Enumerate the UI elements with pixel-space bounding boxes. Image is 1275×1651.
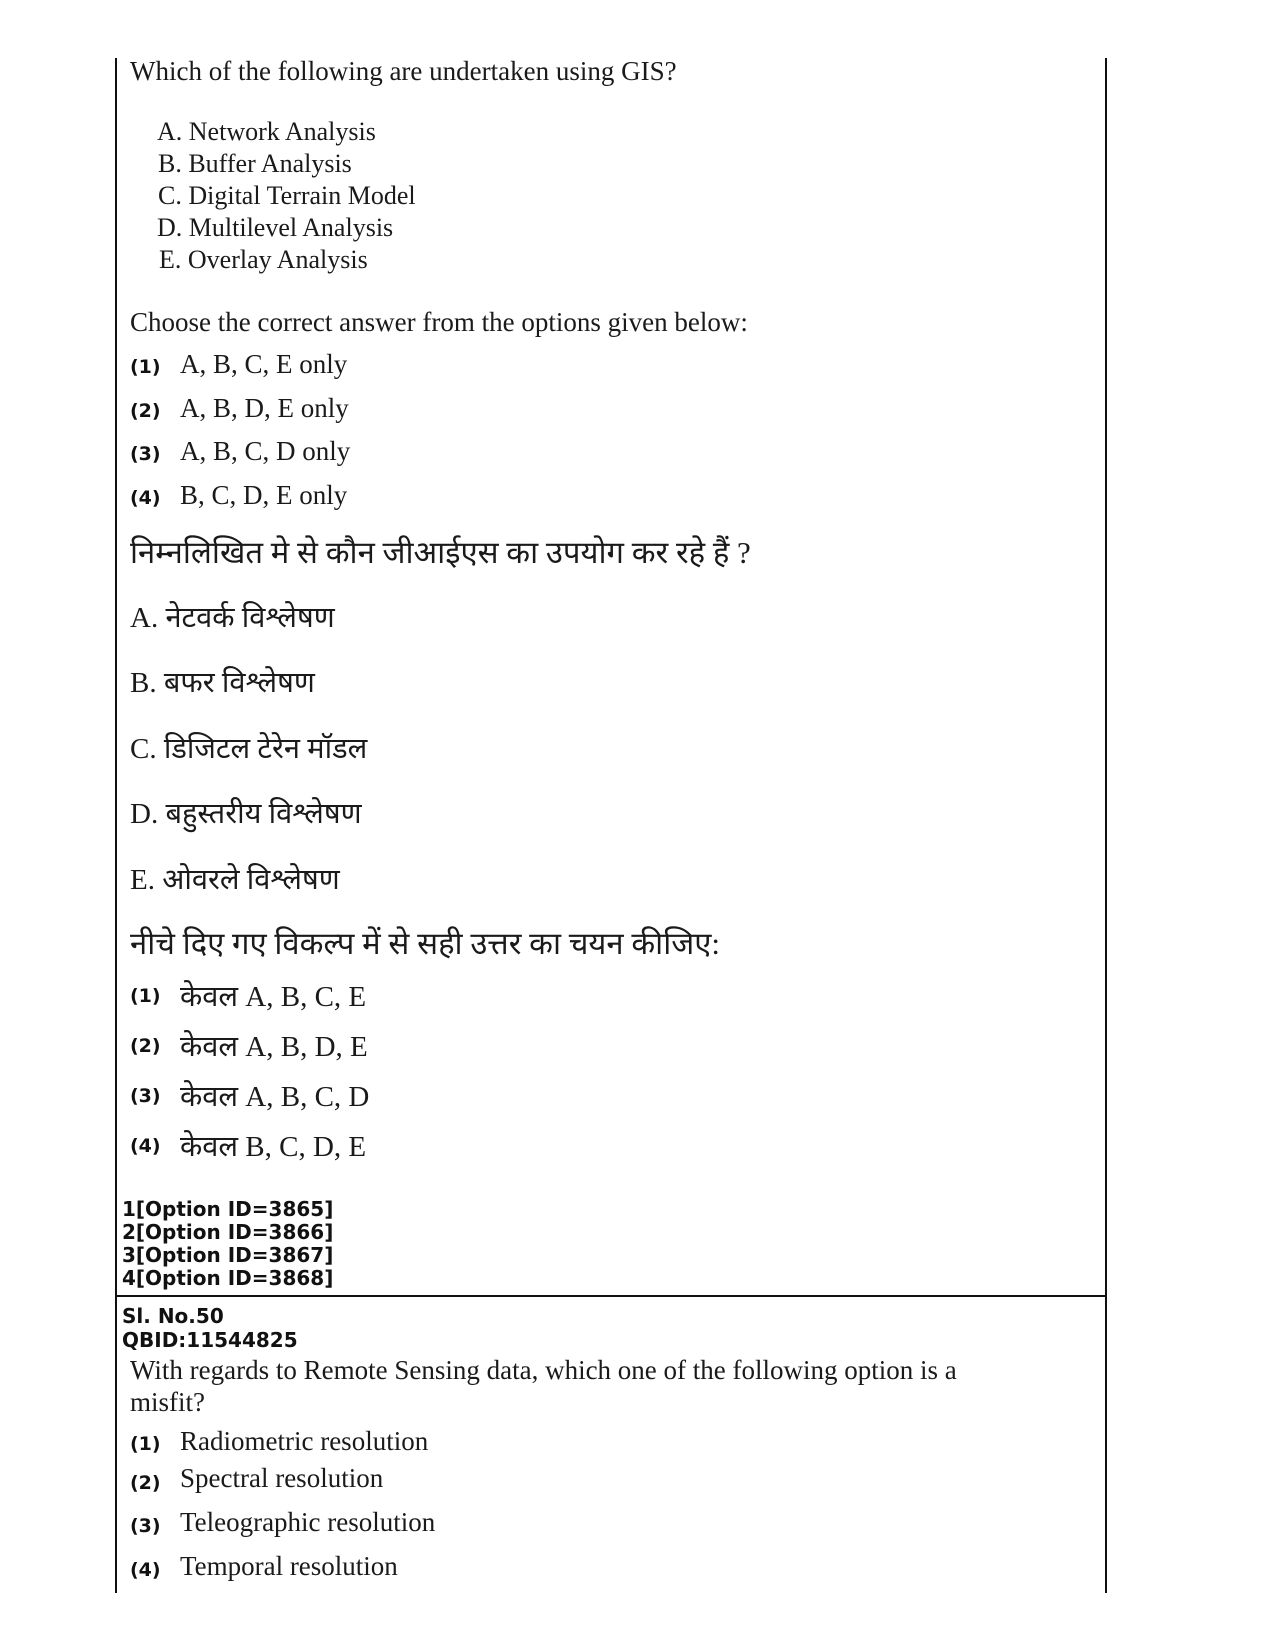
question-49-statement-a-en: A. Network Analysis [157, 117, 376, 146]
option-number: (4) [130, 1559, 161, 1581]
option-number: (2) [130, 1472, 161, 1494]
question-49-statement-d-hi: D. बहुस्तरीय विश्लेषण [130, 798, 362, 830]
option-number: (2) [130, 1035, 161, 1057]
option-number: (3) [130, 1085, 161, 1107]
question-49-statement-c-en: C. Digital Terrain Model [158, 181, 416, 210]
option-number: (1) [130, 356, 161, 378]
question-49-statement-d-en: D. Multilevel Analysis [157, 213, 394, 242]
question-49-statement-a-hi: A. नेटवर्क विश्लेषण [130, 602, 335, 634]
option-number: (2) [130, 400, 161, 422]
option-text: A, B, D, E only [180, 393, 349, 423]
option-id-2: 2[Option ID=3866] [122, 1220, 334, 1244]
option-text: Radiometric resolution [180, 1426, 429, 1456]
option-text: Teleographic resolution [180, 1507, 436, 1537]
qbid: QBID:11544825 [122, 1328, 298, 1352]
question-divider [115, 1295, 1107, 1297]
question-frame-right-border [1105, 58, 1107, 1593]
option-number: (4) [130, 1135, 161, 1157]
option-text: Spectral resolution [180, 1463, 384, 1493]
question-49-instruction-en: Choose the correct answer from the options given below: [130, 307, 748, 337]
option-text: केवल A, B, C, D [180, 1081, 370, 1113]
option-text: केवल B, C, D, E [180, 1131, 367, 1163]
option-id-4: 4[Option ID=3868] [122, 1266, 334, 1290]
question-49-statement-e-en: E. Overlay Analysis [159, 245, 368, 274]
option-text: केवल A, B, D, E [180, 1031, 368, 1063]
option-text: A, B, C, D only [180, 436, 351, 466]
question-49-statement-b-en: B. Buffer Analysis [158, 149, 352, 178]
option-text: A, B, C, E only [180, 349, 348, 379]
question-49-text-hi: निम्नलिखित मे से कौन जीआईएस का उपयोग कर रहे हैं ? [130, 535, 751, 570]
option-text: केवल A, B, C, E [180, 981, 367, 1013]
question-49-text-en: Which of the following are undertaken using GIS? [130, 56, 677, 86]
option-id-1: 1[Option ID=3865] [122, 1197, 334, 1221]
option-number: (1) [130, 1433, 161, 1455]
option-text: B, C, D, E only [180, 480, 348, 510]
option-text: Temporal resolution [180, 1551, 398, 1581]
option-number: (4) [130, 487, 161, 509]
option-number: (3) [130, 443, 161, 465]
question-frame-left-border [115, 58, 117, 1593]
option-id-3: 3[Option ID=3867] [122, 1243, 334, 1267]
option-number: (1) [130, 985, 161, 1007]
option-number: (3) [130, 1515, 161, 1537]
question-50-text-en: With regards to Remote Sensing data, which one of the following option is a misfit? [130, 1355, 957, 1417]
question-49-instruction-hi: नीचे दिए गए विकल्प में से सही उत्तर का चयन कीजिए: [130, 926, 720, 961]
serial-number: Sl. No.50 [122, 1304, 224, 1328]
question-49-statement-c-hi: C. डिजिटल टेरेन मॉडल [130, 733, 368, 765]
question-49-statement-b-hi: B. बफर विश्लेषण [130, 667, 315, 699]
question-49-statement-e-hi: E. ओवरले विश्लेषण [130, 864, 340, 896]
